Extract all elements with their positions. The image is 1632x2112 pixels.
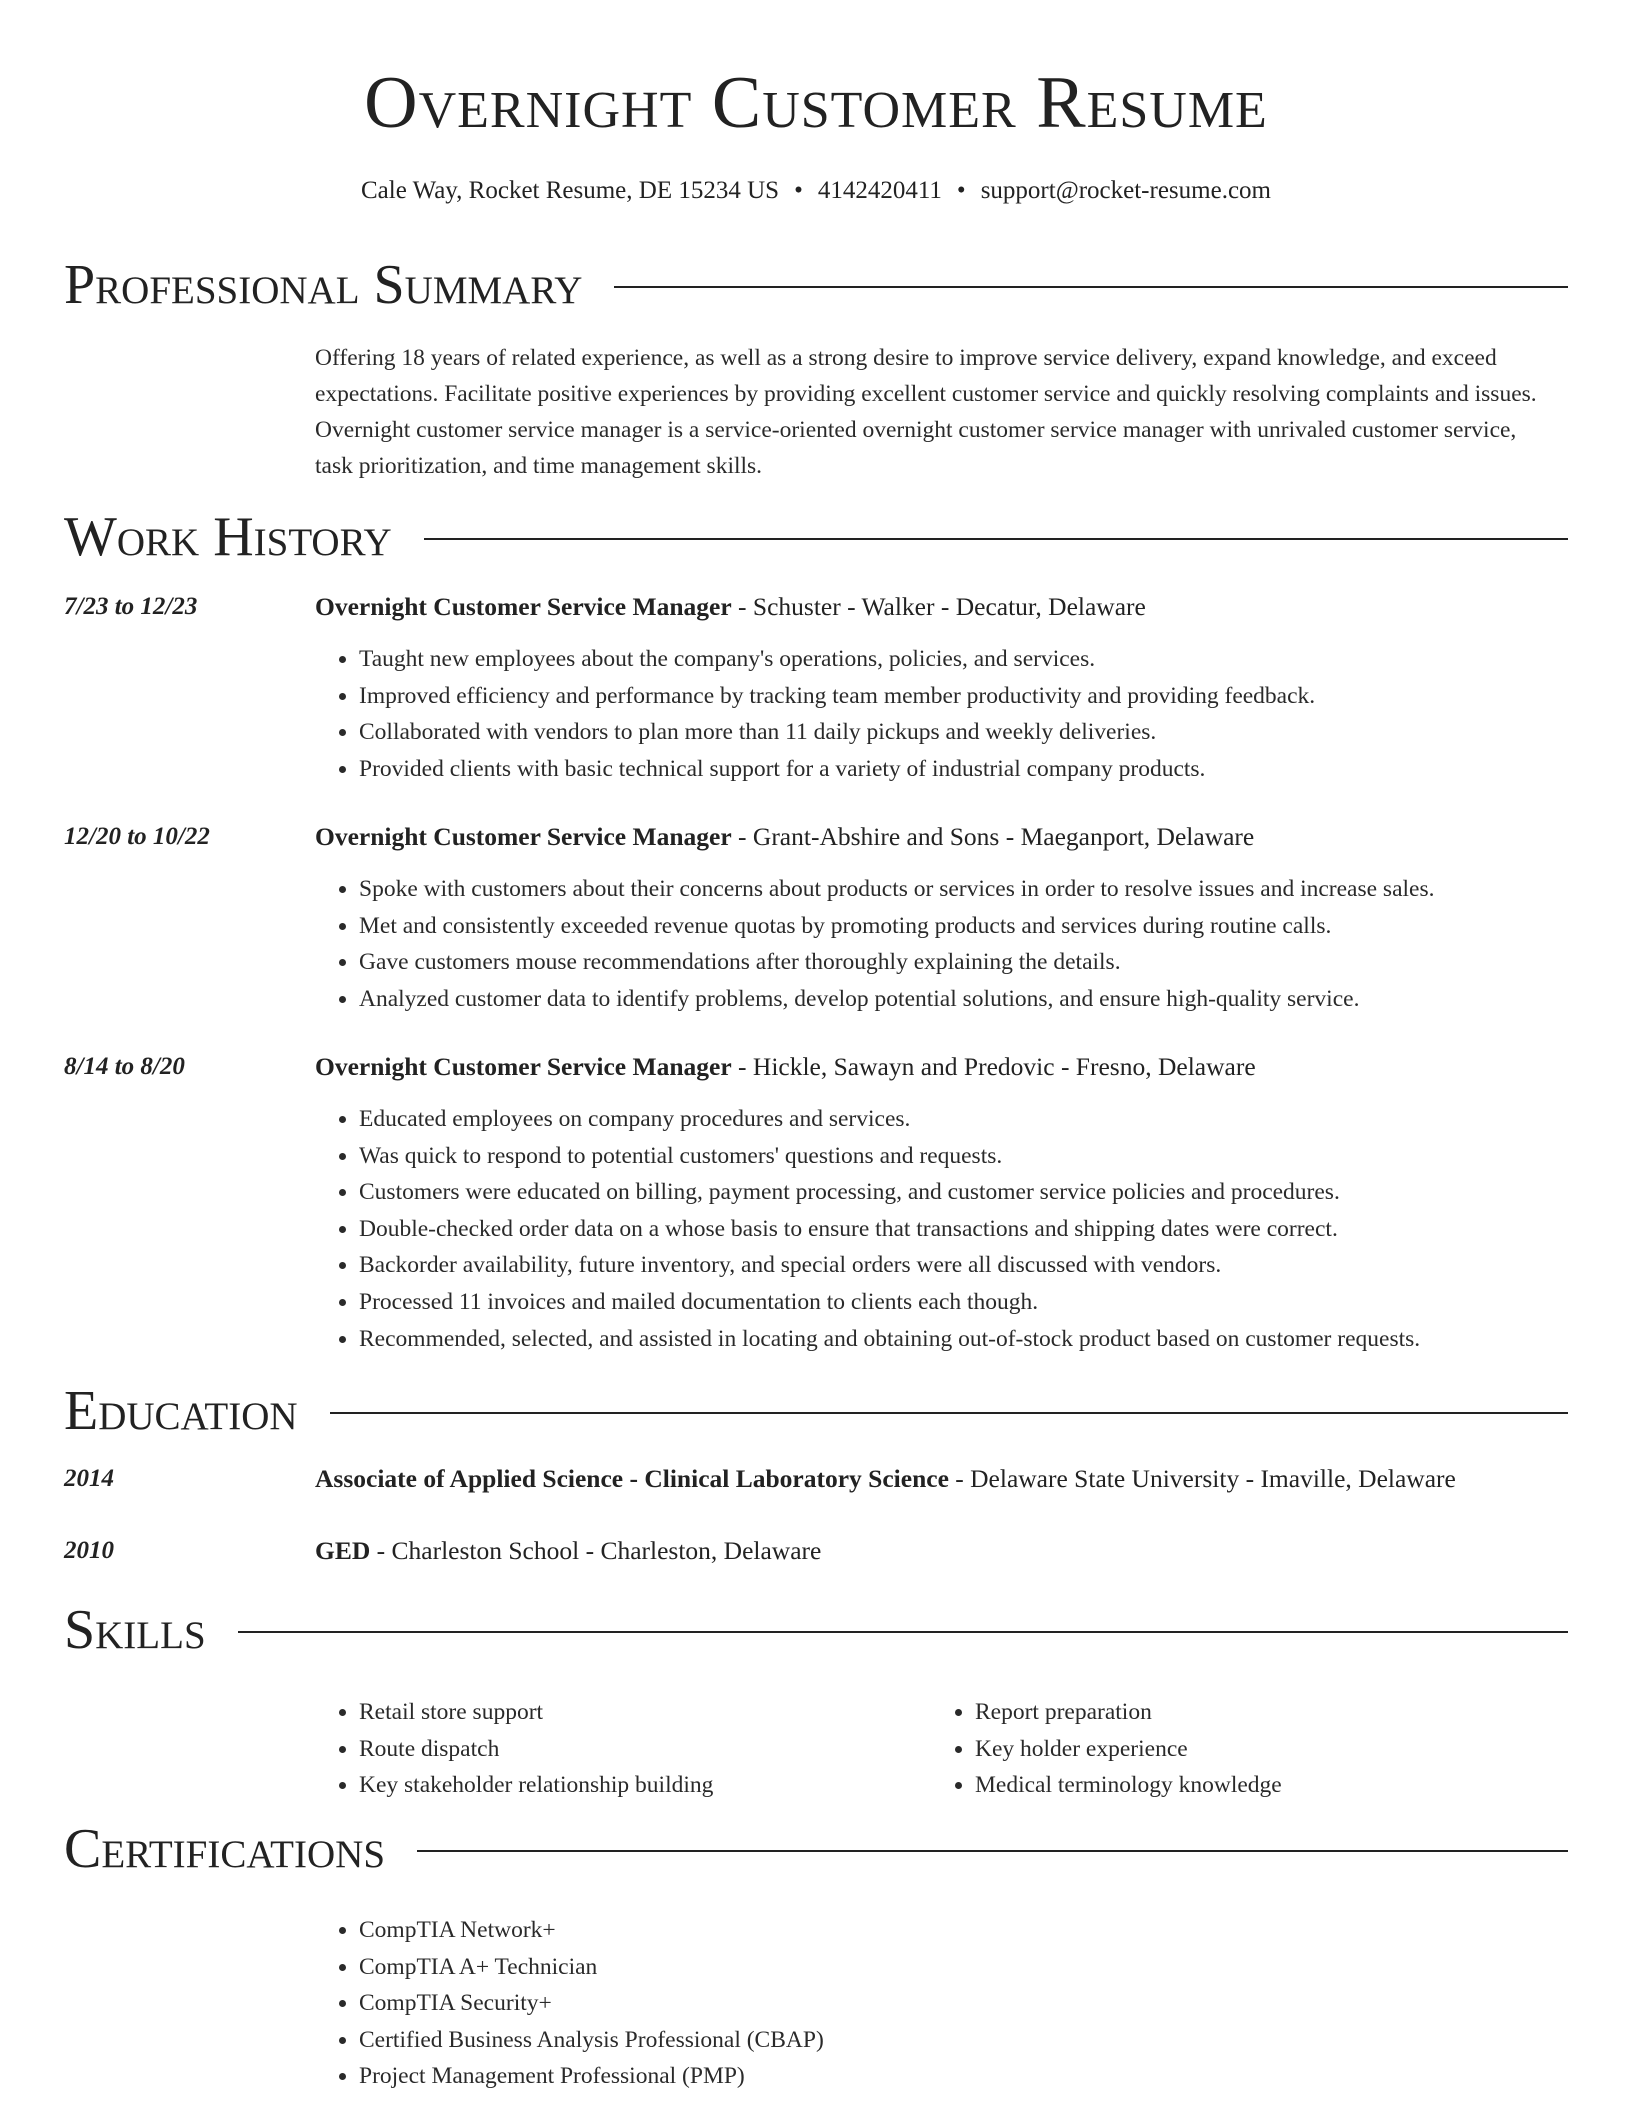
- skill-item: • Medical terminology knowledge: [975, 1767, 1282, 1804]
- skill-item: • Report preparation: [975, 1694, 1282, 1731]
- certification-item: • Project Management Professional (PMP): [359, 2058, 824, 2095]
- summary-text: Offering 18 years of related experience, as well as a strong desire to improve service delivery, expand knowledge, and exceed expectations. Facilitate positive experiences by providing excellent customer service and quickly resolving complaints and issues. Overnight customer service manager is a service-oriented overnight customer service manager with unrivaled customer service, task prioritization, and time management skills.: [315, 345, 1537, 479]
- skill-item: • Retail store support: [359, 1694, 713, 1731]
- education-school: - Charleston School - Charleston, Delaware: [370, 1536, 822, 1565]
- education-line: [315, 1535, 821, 1567]
- section-heading-education: [64, 1379, 1568, 1443]
- list-item: • Collaborated with vendors to plan more than 11 daily pickups and weekly deliveries.: [359, 714, 1315, 751]
- contact-email: support@rocket-resume.com: [980, 177, 1271, 204]
- skills-list-right: [931, 1694, 1282, 1804]
- section-title: Work History: [64, 506, 392, 568]
- contact-separator: •: [956, 177, 966, 204]
- section-divider: [614, 286, 1568, 288]
- job-title-line: [315, 1051, 1256, 1083]
- list-item: • Provided clients with basic technical support for a variety of industrial company products.: [359, 751, 1315, 788]
- job-title: Overnight Customer Service Manager: [315, 592, 732, 621]
- section-divider: [424, 538, 1568, 540]
- resume-name: Overnight Customer Resume: [364, 62, 1268, 144]
- job-title-line: [315, 591, 1146, 623]
- list-item: • Double-checked order data on a whose basis to ensure that transactions and shipping dates were correct.: [359, 1211, 1420, 1248]
- list-item: • Improved efficiency and performance by tracking team member productivity and providing feedback.: [359, 678, 1315, 715]
- job-employer: - Schuster - Walker - Decatur, Delaware: [731, 592, 1146, 621]
- section-divider: [330, 1412, 1568, 1414]
- list-item: • Customers were educated on billing, payment processing, and customer service policies and procedures.: [359, 1174, 1420, 1211]
- list-item: • Taught new employees about the company's operations, policies, and services.: [359, 641, 1315, 678]
- section-title: Education: [64, 1380, 298, 1442]
- section-heading-work-history: [64, 505, 1568, 569]
- list-item: • Spoke with customers about their concerns about products or services in order to resolve issues and increase sales.: [359, 871, 1434, 908]
- list-item: • Recommended, selected, and assisted in locating and obtaining out-of-stock product based on customer requests.: [359, 1321, 1420, 1358]
- contact-line: [0, 176, 1632, 206]
- job-title: Overnight Customer Service Manager: [315, 1052, 732, 1081]
- section-title: Skills: [64, 1599, 206, 1661]
- list-item: • Gave customers mouse recommendations after thoroughly explaining the details.: [359, 944, 1434, 981]
- skill-item: • Route dispatch: [359, 1731, 713, 1768]
- skill-item: • Key stakeholder relationship building: [359, 1767, 713, 1804]
- section-title: Certifications: [64, 1818, 386, 1880]
- certification-item: • CompTIA Security+: [359, 1985, 824, 2022]
- section-divider: [417, 1850, 1568, 1852]
- education-school: - Delaware State University - Imaville, Delaware: [948, 1464, 1456, 1493]
- job-employer: - Hickle, Sawayn and Predovic - Fresno, Delaware: [731, 1052, 1256, 1081]
- job-employer: - Grant-Abshire and Sons - Maeganport, Delaware: [731, 822, 1255, 851]
- list-item: • Met and consistently exceeded revenue quotas by promoting products and services during routine calls.: [359, 908, 1434, 945]
- section-heading-skills: [64, 1598, 1568, 1662]
- section-heading-certifications: [64, 1817, 1568, 1881]
- job-dates: 8/14 to 8/20: [64, 1053, 185, 1080]
- skill-item: • Key holder experience: [975, 1731, 1282, 1768]
- list-item: • Backorder availability, future inventory, and special orders were all discussed with vendors.: [359, 1247, 1420, 1284]
- education-line: [315, 1463, 1456, 1495]
- education-year: 2014: [64, 1465, 114, 1492]
- certification-item: • Certified Business Analysis Professional (CBAP): [359, 2022, 824, 2059]
- list-item: • Analyzed customer data to identify problems, develop potential solutions, and ensure high-quality service.: [359, 981, 1434, 1018]
- education-degree: Associate of Applied Science - Clinical Laboratory Science: [315, 1464, 949, 1493]
- contact-phone: 4142420411: [817, 177, 942, 204]
- job-bullets: [315, 1101, 1420, 1357]
- job-bullets: [315, 871, 1434, 1017]
- certifications-list: [315, 1912, 824, 2095]
- list-item: • Processed 11 invoices and mailed documentation to clients each though.: [359, 1284, 1420, 1321]
- list-item: • Educated employees on company procedures and services.: [359, 1101, 1420, 1138]
- contact-address: Cale Way, Rocket Resume, DE 15234 US: [361, 177, 780, 204]
- job-title-line: [315, 821, 1254, 853]
- list-item: • Was quick to respond to potential customers' questions and requests.: [359, 1138, 1420, 1175]
- job-title: Overnight Customer Service Manager: [315, 822, 732, 851]
- job-bullets: [315, 641, 1315, 787]
- contact-separator: •: [794, 177, 803, 204]
- job-dates: 12/20 to 10/22: [64, 823, 210, 850]
- education-degree: GED: [315, 1536, 371, 1565]
- education-year: 2010: [64, 1537, 114, 1564]
- skills-list-left: [315, 1694, 713, 1804]
- certification-item: • CompTIA Network+: [359, 1912, 824, 1949]
- certification-item: • CompTIA A+ Technician: [359, 1949, 824, 1986]
- section-divider: [238, 1631, 1568, 1633]
- job-dates: 7/23 to 12/23: [64, 593, 198, 620]
- section-heading-summary: [64, 253, 1568, 317]
- section-title: Professional Summary: [64, 254, 583, 316]
